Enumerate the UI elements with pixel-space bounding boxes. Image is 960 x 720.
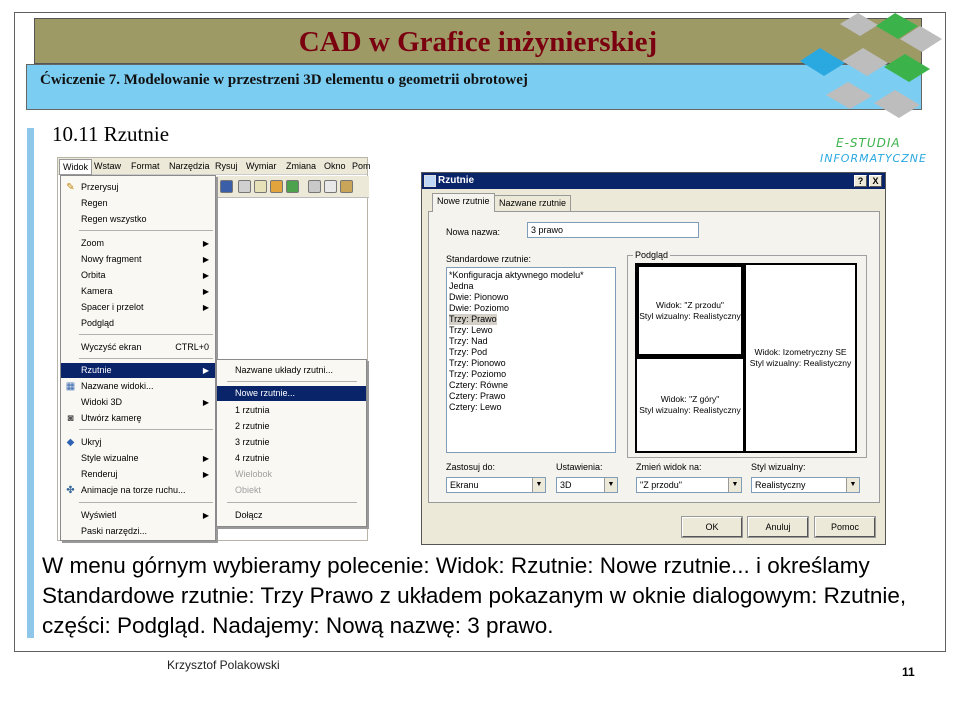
ok-button[interactable]: OK xyxy=(682,517,742,537)
submenu-arrow-icon: ▶ xyxy=(202,255,209,264)
list-item[interactable]: Cztery: Lewo xyxy=(449,402,502,412)
preview-label: Podgląd xyxy=(635,250,669,260)
hide-icon: ◆ xyxy=(66,437,75,448)
list-item[interactable]: Dwie: Poziomo xyxy=(449,303,510,313)
dialog-title: Rzutnie xyxy=(438,175,475,186)
submenu-arrow-icon: ▶ xyxy=(202,470,209,479)
chevron-down-icon: ▼ xyxy=(532,478,545,492)
standard-viewports-list[interactable] xyxy=(446,267,616,453)
logo-text-bottom: INFORMATYCZNE xyxy=(820,152,927,165)
list-item[interactable]: Trzy: Poziomo xyxy=(449,369,507,379)
list-item[interactable]: Trzy: Lewo xyxy=(449,325,493,335)
menu-separator xyxy=(79,358,213,359)
logo-text-top: E-STUDIA xyxy=(836,136,901,150)
menu-item-wyczysc-ekran[interactable]: Wyczyść ekran CTRL+0 xyxy=(81,342,209,352)
menu-item-utworz-kamere[interactable]: ◙ Utwórz kamerę xyxy=(61,411,215,426)
menu-screenshot xyxy=(57,157,371,541)
tab-nowe-rzutnie[interactable]: Nowe rzutnie xyxy=(432,193,495,212)
apply-to-select[interactable]: Ekranu ▼ xyxy=(446,477,546,493)
menu-okno[interactable]: Okno xyxy=(324,161,346,171)
menu-item-przerysuj[interactable]: ✎ Przerysuj xyxy=(66,182,119,193)
menu-zmiana[interactable]: Zmiana xyxy=(286,161,317,171)
motion-path-icon: ✤ xyxy=(66,485,75,496)
tab-panel xyxy=(428,211,880,503)
save-icon[interactable] xyxy=(220,180,233,193)
menu-item-nowy-fragment[interactable]: Nowy fragment ▶ xyxy=(61,252,215,267)
menu-separator xyxy=(227,381,357,382)
page-number: 11 xyxy=(902,665,915,679)
menu-separator xyxy=(79,334,213,335)
submenu-arrow-icon: ▶ xyxy=(202,366,209,375)
list-item-selected[interactable]: Trzy: Prawo xyxy=(449,314,497,324)
visual-style-select[interactable]: Realistyczny ▼ xyxy=(751,477,860,493)
menu-widok[interactable]: Widok xyxy=(59,159,92,175)
change-view-select[interactable]: "Z przodu" ▼ xyxy=(636,477,742,493)
slide-subtitle: Ćwiczenie 7. Modelowanie w przestrzeni 3D elementu o geometrii obrotowej xyxy=(40,72,528,88)
list-item[interactable]: Trzy: Pod xyxy=(449,347,488,357)
submenu-item-obiekt: Obiekt xyxy=(235,485,262,495)
cut-icon[interactable] xyxy=(308,180,321,193)
pencil-icon: ✎ xyxy=(66,182,75,193)
help-button[interactable]: Pomoc xyxy=(815,517,875,537)
author: Krzysztof Polakowski xyxy=(167,658,280,672)
menu-item-widoki-3d[interactable]: Widoki 3D ▶ xyxy=(61,395,215,410)
menu-item-regen-wszystko[interactable]: Regen wszystko xyxy=(81,214,147,224)
list-item[interactable]: Cztery: Prawo xyxy=(449,391,506,401)
new-name-label: Nowa nazwa: xyxy=(446,227,501,237)
list-item[interactable]: Trzy: Nad xyxy=(449,336,488,346)
submenu-item-3-rzutnie[interactable]: 3 rzutnie xyxy=(235,437,270,447)
submenu-item-1-rzutnia[interactable]: 1 rzutnia xyxy=(235,405,270,415)
menu-narzedzia[interactable]: Narzędzia xyxy=(169,161,210,171)
menu-item-kamera[interactable]: Kamera ▶ xyxy=(61,284,215,299)
viewport-front[interactable]: Widok: "Z przodu" Styl wizualny: Realistyczny xyxy=(637,265,743,356)
apply-to-label: Zastosuj do: xyxy=(446,462,496,472)
menu-item-spacer[interactable]: Spacer i przelot ▶ xyxy=(61,300,215,315)
menu-rysuj[interactable]: Rysuj xyxy=(215,161,238,171)
left-accent-bar xyxy=(27,128,34,638)
menu-item-regen[interactable]: Regen xyxy=(81,198,108,208)
submenu-item-wielobok: Wielobok xyxy=(235,469,273,479)
dialog-app-icon xyxy=(424,175,436,187)
submenu-item-nowe-rzutnie[interactable]: Nowe rzutnie... xyxy=(217,386,366,401)
submenu-item-4-rzutnie[interactable]: 4 rzutnie xyxy=(235,453,270,463)
cancel-button[interactable]: Anuluj xyxy=(748,517,808,537)
menu-pomoc[interactable]: Pom xyxy=(352,161,371,171)
preview-icon[interactable] xyxy=(254,180,267,193)
menu-item-wyswietl[interactable]: Wyświetl ▶ xyxy=(61,508,215,523)
list-item[interactable]: Trzy: Pionowo xyxy=(449,358,506,368)
menu-item-rzutnie[interactable]: Rzutnie ▶ xyxy=(61,363,215,378)
tab-nazwane-rzutnie[interactable]: Nazwane rzutnie xyxy=(494,195,571,211)
submenu-arrow-icon: ▶ xyxy=(202,398,209,407)
close-button[interactable]: X xyxy=(869,175,882,187)
dialog-title-bar xyxy=(422,173,885,189)
new-name-field[interactable]: 3 prawo xyxy=(527,222,699,238)
section-heading: 10.11 Rzutnie xyxy=(52,122,170,146)
menu-item-podglad[interactable]: Podgląd xyxy=(81,318,115,328)
print-icon[interactable] xyxy=(238,180,251,193)
menu-item-paski-narzedzi[interactable]: Paski narzędzi... xyxy=(81,526,148,536)
setup-label: Ustawienia: xyxy=(556,462,603,472)
chevron-down-icon: ▼ xyxy=(604,478,617,492)
menu-format[interactable]: Format xyxy=(131,161,160,171)
copy-icon[interactable] xyxy=(324,180,337,193)
standard-viewports-label: Standardowe rzutnie: xyxy=(446,254,532,264)
menu-separator xyxy=(227,502,357,503)
named-views-icon: ▦ xyxy=(65,381,76,392)
help-title-button[interactable]: ? xyxy=(854,175,867,187)
viewport-iso[interactable]: Widok: Izometryczny SE Styl wizualny: Realistyczny xyxy=(746,265,855,451)
list-item[interactable]: *Konfiguracja aktywnego modelu* xyxy=(449,270,584,280)
body-text: W menu górnym wybieramy polecenie: Widok: Rzutnie: Nowe rzutnie... i określamy Standardowe rzutnie: Trzy Prawo z układem pokazanym w oknie dialogowym: Rzutnie, części: Podgląd. Nadajemy: Nową nazwę: 3 prawo. xyxy=(42,553,907,638)
rzutnie-submenu xyxy=(216,359,367,527)
menu-bar xyxy=(58,158,371,175)
change-view-label: Zmień widok na: xyxy=(636,462,702,472)
menu-separator xyxy=(79,502,213,503)
menu-item-nazwane-widoki[interactable]: ▦ Nazwane widoki... xyxy=(65,381,154,392)
viewport-top[interactable]: Widok: "Z góry" Styl wizualny: Realistyczny xyxy=(637,359,743,451)
menu-item-zoom[interactable]: Zoom ▶ xyxy=(61,236,215,251)
menu-item-renderuj[interactable]: Renderuj ▶ xyxy=(61,467,215,482)
chevron-down-icon: ▼ xyxy=(728,478,741,492)
submenu-arrow-icon: ▶ xyxy=(202,239,209,248)
submenu-arrow-icon: ▶ xyxy=(202,287,209,296)
viewport-preview[interactable] xyxy=(635,263,857,453)
camera-icon: ◙ xyxy=(67,413,74,424)
submenu-arrow-icon: ▶ xyxy=(202,454,209,463)
submenu-arrow-icon: ▶ xyxy=(202,303,209,312)
toolbar xyxy=(216,176,369,198)
menu-wymiar[interactable]: Wymiar xyxy=(246,161,277,171)
list-item[interactable]: Dwie: Pionowo xyxy=(449,292,509,302)
menu-separator xyxy=(79,230,213,231)
paste-icon[interactable] xyxy=(340,180,353,193)
plot-icon[interactable] xyxy=(286,180,299,193)
submenu-item-nazwane-uklady[interactable]: Nazwane układy rzutni... xyxy=(235,365,334,375)
submenu-item-dolacz[interactable]: Dołącz xyxy=(235,510,263,520)
slide-title: CAD w Grafice inżynierskiej xyxy=(298,26,658,58)
list-item[interactable]: Jedna xyxy=(449,281,474,291)
menu-item-ukryj[interactable]: ◆ Ukryj xyxy=(66,437,102,448)
menu-item-orbita[interactable]: Orbita ▶ xyxy=(61,268,215,283)
submenu-arrow-icon: ▶ xyxy=(202,271,209,280)
menu-separator xyxy=(79,429,213,430)
chevron-down-icon: ▼ xyxy=(846,478,859,492)
submenu-item-2-rzutnie[interactable]: 2 rzutnie xyxy=(235,421,270,431)
widok-dropdown xyxy=(60,175,216,541)
list-item[interactable]: Cztery: Równe xyxy=(449,380,509,390)
setup-select[interactable]: 3D ▼ xyxy=(556,477,618,493)
menu-wstaw[interactable]: Wstaw xyxy=(94,161,121,171)
menu-item-style-wizualne[interactable]: Style wizualne ▶ xyxy=(61,451,215,466)
publish-icon[interactable] xyxy=(270,180,283,193)
visual-style-label: Styl wizualny: xyxy=(751,462,806,472)
menu-item-animacje[interactable]: ✤ Animacje na torze ruchu... xyxy=(66,485,186,496)
rzutnie-dialog xyxy=(421,172,886,545)
submenu-arrow-icon: ▶ xyxy=(202,511,209,520)
